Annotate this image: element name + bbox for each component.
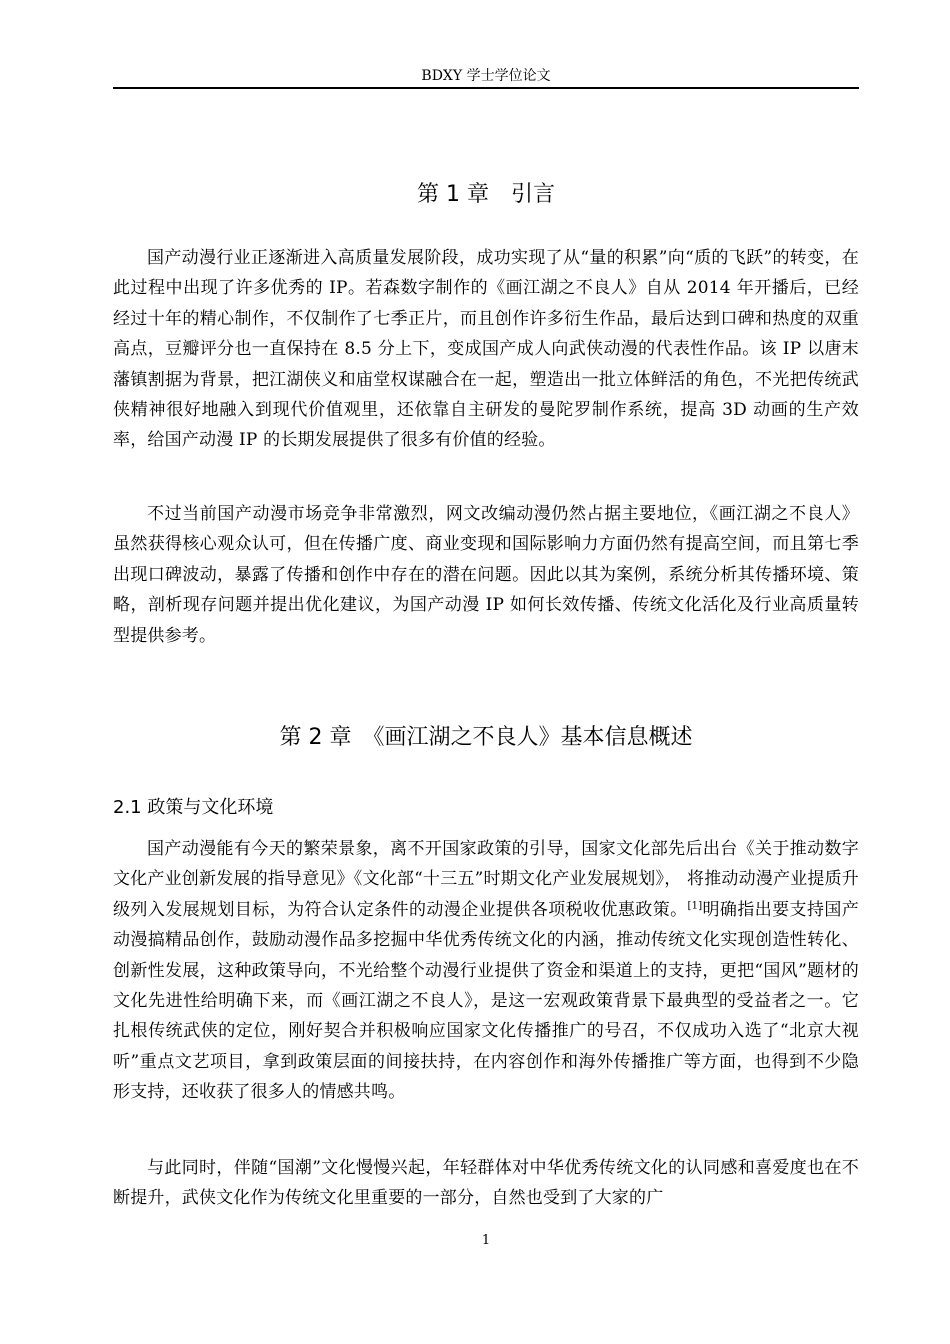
section-2-1-title: 2.1 政策与文化环境 (113, 797, 274, 818)
paragraph-text-after-citation: 明确指出要支持国产动漫搞精品创作，鼓励动漫作品多挖掘中华优秀传统文化的内涵，推动传统文化实现创造性转化、创新性发展，这种政策导向，不光给整个动漫行业提供了资金和渠道上的支持，更把“国风”题材的文化先进性给明确下来，而《画江湖之不良人》，是这一宏观政策背景下最典型的受益者之一。它扎根传统武侠的定位，刚好契合并积极响应国家文化传播推广的号召，不仅成功入选了“北京大视听”重点文艺项目，拿到政策层面的间接扶持，在内容创作和海外传播推广等方面，也得到不少隐形支持，还收获了很多人的情感共鸣。 (113, 899, 859, 1103)
citation-marker: [1] (687, 900, 703, 912)
section-2-1-paragraph-1 (113, 834, 859, 1108)
chapter-2-title: 第 2 章 《画江湖之不良人》基本信息概述 (279, 725, 693, 750)
section-2-1-paragraph-2: 与此同时，伴随“国潮”文化慢慢兴起，年轻群体对中华优秀传统文化的认同感和喜爱度也在不断提升，武侠文化作为传统文化里重要的一部分，自然也受到了大家的广 (113, 1158, 859, 1209)
chapter-1-title: 第 1 章 引言 (417, 182, 555, 207)
chapter-1-paragraph-1: 国产动漫行业正逐渐进入高质量发展阶段，成功实现了从“量的积累”向“质的飞跃”的转变，在此过程中出现了许多优秀的 IP。若森数字制作的《画江湖之不良人》自从 2014 年开播后，已经经过十年的精心制作，不仅制作了七季正片，而且创作许多衍生作品，最后达到口碑和热度的双重高点，豆瓣评分也一直保持在 8.5 分上下，变成国产成人向武侠动漫的代表性作品。该 IP 以唐末藩镇割据为背景，把江湖侠义和庙堂权谋融合在一起，塑造出一批立体鲜活的角色，不光把传统武侠精神很好地融入到现代价值观里，还依靠自主研发的曼陀罗制作系统，提高 3D 动画的生产效率，给国产动漫 IP 的长期发展提供了很多有价值的经验。 (113, 248, 859, 451)
paragraph-text-before-citation: 国产动漫能有今天的繁荣景象，离不开国家政策的引导，国家文化部先后出台《关于推动数字文化产业创新发展的指导意见》《文化部“十三五”时期文化产业发展规划》， 将推动动漫产业提质升级列入发展规划目标，为符合认定条件的动漫企业提供各项税收优惠政策。 (113, 839, 859, 920)
header-rule (113, 87, 859, 89)
chapter-1-paragraph-2: 不过当前国产动漫市场竞争非常激烈，网文改编动漫仍然占据主要地位，《画江湖之不良人》虽然获得核心观众认可，但在传播广度、商业变现和国际影响力方面仍然有提高空间，而且第七季出现口碑波动，暴露了传播和创作中存在的潜在问题。因此以其为案例，系统分析其传播环境、策略，剖析现存问题并提出优化建议，为国产动漫 IP 如何长效传播、传统文化活化及行业高质量转型提供参考。 (113, 504, 859, 646)
page-number: 1 (481, 1233, 491, 1248)
running-header: BDXY 学士学位论文 (421, 68, 551, 84)
